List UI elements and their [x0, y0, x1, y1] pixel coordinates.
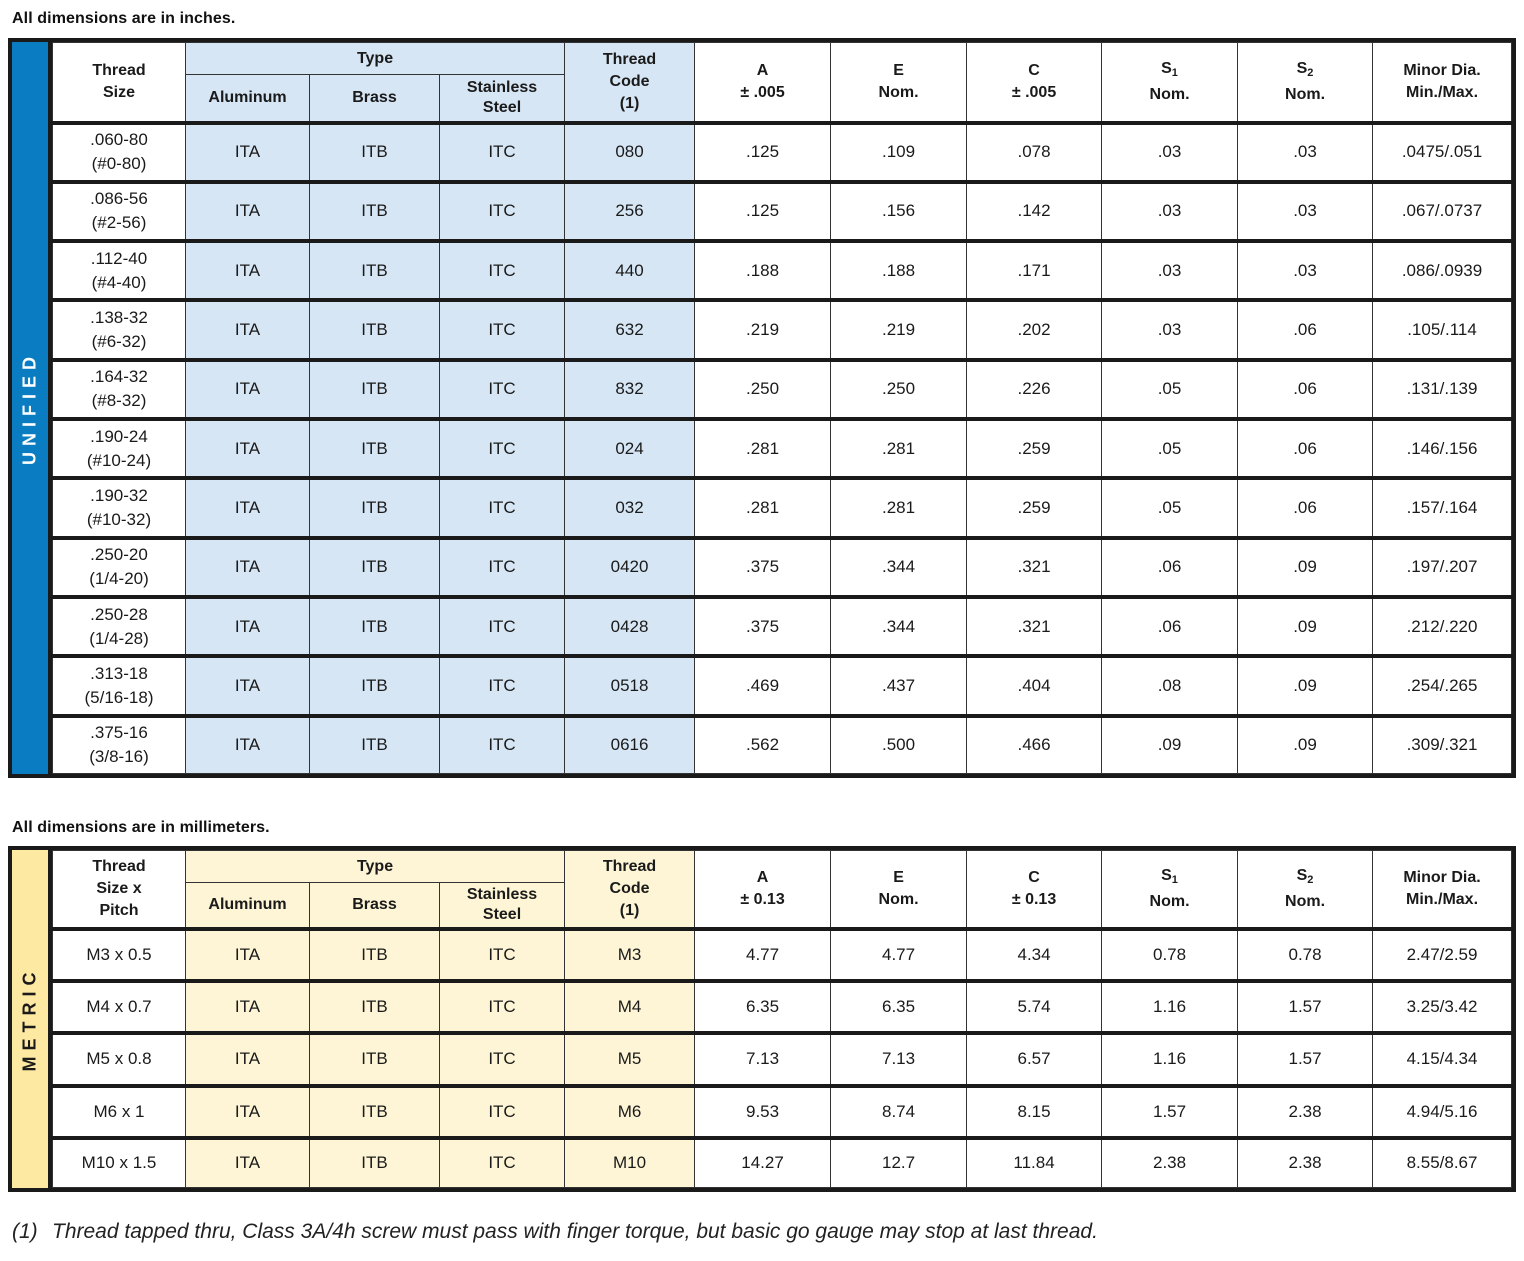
table-row	[53, 419, 1512, 478]
cell-e: .437	[831, 656, 967, 715]
cell-aluminum: ITA	[186, 981, 310, 1033]
header-row	[53, 851, 1512, 883]
cell-s2: 2.38	[1238, 1138, 1373, 1188]
cell-aluminum: ITA	[186, 1086, 310, 1138]
cell-s2: .09	[1238, 597, 1373, 656]
cell-thread-code: 632	[565, 300, 695, 359]
cell-thread-size	[53, 123, 186, 182]
cell-brass: ITB	[310, 1138, 440, 1188]
inches-caption: All dimensions are in inches.	[12, 10, 236, 27]
header-brass: Brass	[310, 75, 440, 123]
cell-minor-dia: .067/.0737	[1373, 182, 1512, 241]
footnote	[12, 1220, 1098, 1244]
header-line: Nom.	[1149, 892, 1190, 910]
cell-stainless: ITC	[440, 1086, 565, 1138]
header-subscript: 2	[1307, 873, 1314, 886]
header-line: (3/8-16)	[89, 747, 149, 767]
cell-stainless: ITC	[440, 1138, 565, 1188]
cell-brass: ITB	[310, 300, 440, 359]
cell-thread-code: M5	[565, 1033, 695, 1085]
cell-s1: .08	[1102, 656, 1238, 715]
cell-a: .469	[695, 656, 831, 715]
cell-minor-dia: .0475/.051	[1373, 123, 1512, 182]
cell-thread-code: 0616	[565, 716, 695, 774]
cell-brass: ITB	[310, 929, 440, 981]
unified-section	[8, 38, 1516, 778]
header-letter: S	[1161, 866, 1172, 884]
header-line: C	[1028, 61, 1040, 79]
table-row	[53, 123, 1512, 182]
cell-minor-dia: .254/.265	[1373, 656, 1512, 715]
header-line: (5/16-18)	[84, 688, 154, 708]
header-line: E	[893, 61, 904, 79]
cell-minor-dia: .146/.156	[1373, 419, 1512, 478]
cell-thread-size	[53, 716, 186, 774]
cell-thread-code: 0518	[565, 656, 695, 715]
cell-e: .281	[831, 478, 967, 537]
cell-s1: .05	[1102, 478, 1238, 537]
cell-stainless: ITC	[440, 478, 565, 537]
header-line: Stainless	[466, 78, 538, 96]
cell-a: 7.13	[695, 1033, 831, 1085]
cell-c: .259	[967, 478, 1102, 537]
cell-a: 14.27	[695, 1138, 831, 1188]
cell-brass: ITB	[310, 656, 440, 715]
cell-brass: ITB	[310, 538, 440, 597]
header-row	[53, 43, 1512, 75]
header-line: .060-80	[90, 130, 148, 150]
cell-s2: .03	[1238, 123, 1373, 182]
cell-c: .078	[967, 123, 1102, 182]
header-s1	[1102, 43, 1238, 123]
footnote-number: (1)	[12, 1220, 38, 1243]
header-line: Min./Max.	[1406, 83, 1479, 101]
header-line: Code	[609, 879, 650, 897]
unified-sidebar	[12, 42, 48, 774]
cell-thread-size: M10 x 1.5	[53, 1138, 186, 1188]
header-line: ± 0.13	[1011, 890, 1057, 908]
header-subscript: 2	[1307, 66, 1314, 79]
cell-thread-size: M4 x 0.7	[53, 981, 186, 1033]
cell-thread-code: 080	[565, 123, 695, 182]
cell-thread-code: 0420	[565, 538, 695, 597]
cell-aluminum: ITA	[186, 716, 310, 774]
cell-brass: ITB	[310, 123, 440, 182]
header-line: (#10-32)	[86, 510, 152, 530]
cell-aluminum: ITA	[186, 538, 310, 597]
header-minor-dia	[1373, 43, 1512, 123]
metric-section	[8, 846, 1516, 1192]
cell-a: 6.35	[695, 981, 831, 1033]
header-s1	[1102, 851, 1238, 929]
cell-thread-size: M6 x 1	[53, 1086, 186, 1138]
cell-thread-code: M3	[565, 929, 695, 981]
cell-e: 8.74	[831, 1086, 967, 1138]
cell-aluminum: ITA	[186, 478, 310, 537]
header-line: .190-32	[90, 486, 148, 506]
header-e	[831, 851, 967, 929]
cell-s1: 0.78	[1102, 929, 1238, 981]
table-row	[53, 597, 1512, 656]
header-thread-size	[53, 851, 186, 929]
cell-s1: 2.38	[1102, 1138, 1238, 1188]
cell-s1: .09	[1102, 716, 1238, 774]
cell-minor-dia: .197/.207	[1373, 538, 1512, 597]
metric-sidebar	[12, 850, 48, 1188]
metric-table	[52, 850, 1512, 1188]
cell-s1: .06	[1102, 597, 1238, 656]
cell-thread-size	[53, 656, 186, 715]
cell-stainless: ITC	[440, 360, 565, 419]
header-line: .086-56	[90, 189, 148, 209]
cell-a: 9.53	[695, 1086, 831, 1138]
cell-brass: ITB	[310, 419, 440, 478]
cell-a: .188	[695, 241, 831, 300]
cell-brass: ITB	[310, 182, 440, 241]
cell-c: .226	[967, 360, 1102, 419]
cell-stainless: ITC	[440, 656, 565, 715]
header-line: Min./Max.	[1406, 890, 1479, 908]
table-row	[53, 360, 1512, 419]
header-line: Steel	[482, 905, 522, 923]
cell-brass: ITB	[310, 716, 440, 774]
header-line: (#0-80)	[91, 154, 147, 174]
header-line: (1)	[619, 901, 640, 919]
table-row	[53, 300, 1512, 359]
header-line: .190-24	[90, 426, 148, 446]
cell-c: .202	[967, 300, 1102, 359]
header-subscript: 1	[1171, 873, 1178, 886]
cell-e: .219	[831, 300, 967, 359]
cell-stainless: ITC	[440, 1033, 565, 1085]
cell-s1: 1.16	[1102, 1033, 1238, 1085]
cell-s1: 1.16	[1102, 981, 1238, 1033]
header-type: Type	[186, 43, 565, 75]
cell-thread-code: 440	[565, 241, 695, 300]
cell-minor-dia: .212/.220	[1373, 597, 1512, 656]
cell-brass: ITB	[310, 478, 440, 537]
cell-thread-size	[53, 597, 186, 656]
cell-minor-dia: .131/.139	[1373, 360, 1512, 419]
table-row	[53, 716, 1512, 774]
cell-c: .404	[967, 656, 1102, 715]
header-line: (#8-32)	[91, 391, 147, 411]
metric-table-wrap	[52, 850, 1512, 1188]
header-line: Size x	[96, 879, 142, 897]
cell-s1: .03	[1102, 300, 1238, 359]
cell-a: .562	[695, 716, 831, 774]
cell-c: 6.57	[967, 1033, 1102, 1085]
cell-s1: .05	[1102, 360, 1238, 419]
cell-c: 5.74	[967, 981, 1102, 1033]
cell-a: .125	[695, 123, 831, 182]
header-aluminum: Aluminum	[186, 883, 310, 929]
cell-stainless: ITC	[440, 597, 565, 656]
cell-c: .171	[967, 241, 1102, 300]
cell-e: .156	[831, 182, 967, 241]
header-line: Code	[609, 72, 650, 90]
cell-s2: .03	[1238, 182, 1373, 241]
table-row	[53, 538, 1512, 597]
cell-aluminum: ITA	[186, 241, 310, 300]
cell-aluminum: ITA	[186, 182, 310, 241]
cell-aluminum: ITA	[186, 597, 310, 656]
header-line: Stainless	[466, 885, 538, 903]
cell-thread-code: 024	[565, 419, 695, 478]
cell-thread-size: M5 x 0.8	[53, 1033, 186, 1085]
table-row	[53, 1138, 1512, 1188]
cell-thread-size	[53, 360, 186, 419]
cell-brass: ITB	[310, 360, 440, 419]
header-line: Nom.	[1285, 85, 1326, 103]
header-line: (#10-24)	[86, 450, 152, 470]
header-type: Type	[186, 851, 565, 883]
cell-s2: 2.38	[1238, 1086, 1373, 1138]
header-minor-dia	[1373, 851, 1512, 929]
table-row	[53, 182, 1512, 241]
cell-s1: .03	[1102, 241, 1238, 300]
header-line: Minor Dia.	[1403, 61, 1481, 79]
cell-e: .500	[831, 716, 967, 774]
cell-thread-code: 832	[565, 360, 695, 419]
cell-c: .321	[967, 538, 1102, 597]
cell-minor-dia: 3.25/3.42	[1373, 981, 1512, 1033]
header-line: Nom.	[878, 890, 919, 908]
cell-e: 12.7	[831, 1138, 967, 1188]
header-letter: S	[1161, 59, 1172, 77]
cell-thread-size	[53, 419, 186, 478]
header-line: (#6-32)	[91, 332, 147, 352]
cell-stainless: ITC	[440, 123, 565, 182]
cell-e: .344	[831, 597, 967, 656]
cell-c: 8.15	[967, 1086, 1102, 1138]
header-line: ± 0.13	[740, 890, 785, 908]
header-line: A	[756, 868, 769, 886]
header-line: Thread	[602, 857, 657, 875]
cell-s2: 1.57	[1238, 1033, 1373, 1085]
millimeters-caption: All dimensions are in millimeters.	[12, 819, 270, 836]
cell-aluminum: ITA	[186, 929, 310, 981]
unified-table	[52, 42, 1512, 774]
cell-thread-code: 256	[565, 182, 695, 241]
cell-s1: .06	[1102, 538, 1238, 597]
table-row	[53, 981, 1512, 1033]
cell-aluminum: ITA	[186, 1138, 310, 1188]
cell-s2: .06	[1238, 360, 1373, 419]
cell-aluminum: ITA	[186, 360, 310, 419]
header-line: Steel	[482, 98, 522, 116]
header-line: Minor Dia.	[1403, 868, 1481, 886]
cell-stainless: ITC	[440, 929, 565, 981]
cell-minor-dia: .157/.164	[1373, 478, 1512, 537]
header-brass: Brass	[310, 883, 440, 929]
table-row	[53, 656, 1512, 715]
cell-thread-code: M10	[565, 1138, 695, 1188]
header-line: .250-28	[90, 604, 148, 624]
cell-aluminum: ITA	[186, 656, 310, 715]
cell-aluminum: ITA	[186, 1033, 310, 1085]
cell-s2: .06	[1238, 300, 1373, 359]
cell-minor-dia: .086/.0939	[1373, 241, 1512, 300]
cell-thread-size	[53, 300, 186, 359]
cell-e: 4.77	[831, 929, 967, 981]
cell-thread-size	[53, 538, 186, 597]
header-a	[695, 43, 831, 123]
footnote-text: Thread tapped thru, Class 3A/4h screw must pass with finger torque, but basic go gauge may stop at last thread.	[52, 1220, 1098, 1243]
header-s2	[1238, 851, 1373, 929]
cell-thread-code: 0428	[565, 597, 695, 656]
header-c	[967, 43, 1102, 123]
unified-side-label: UNIFIED	[19, 351, 40, 465]
table-row	[53, 1086, 1512, 1138]
header-s2	[1238, 43, 1373, 123]
cell-thread-size	[53, 241, 186, 300]
header-line: (#4-40)	[91, 272, 147, 292]
header-stainless-steel	[440, 75, 565, 123]
header-line: Nom.	[878, 83, 919, 101]
header-line: Nom.	[1149, 85, 1190, 103]
header-line: (1/4-20)	[89, 569, 149, 589]
unified-table-wrap	[52, 42, 1512, 774]
header-line: Pitch	[99, 901, 139, 919]
cell-a: .125	[695, 182, 831, 241]
header-line: .313-18	[90, 664, 148, 684]
header-line: A	[756, 61, 769, 79]
header-thread-size	[53, 43, 186, 123]
cell-a: .281	[695, 478, 831, 537]
header-line: Size	[102, 83, 135, 101]
header-thread-code	[565, 43, 695, 123]
cell-c: 11.84	[967, 1138, 1102, 1188]
header-line: .375-16	[90, 723, 148, 743]
header-line: (#2-56)	[91, 213, 147, 233]
cell-e: .188	[831, 241, 967, 300]
cell-thread-code: 032	[565, 478, 695, 537]
table-row	[53, 478, 1512, 537]
cell-a: .219	[695, 300, 831, 359]
header-line: (1/4-28)	[89, 628, 149, 648]
header-line: .138-32	[90, 308, 148, 328]
header-aluminum: Aluminum	[186, 75, 310, 123]
header-line: Thread	[602, 50, 657, 68]
cell-e: .281	[831, 419, 967, 478]
cell-s2: .09	[1238, 716, 1373, 774]
header-a	[695, 851, 831, 929]
table-row	[53, 929, 1512, 981]
header-letter: S	[1296, 59, 1308, 77]
cell-minor-dia: .309/.321	[1373, 716, 1512, 774]
header-line: Nom.	[1285, 892, 1326, 910]
cell-a: .375	[695, 538, 831, 597]
metric-side-label: METRIC	[19, 966, 40, 1072]
header-e	[831, 43, 967, 123]
cell-thread-code: M6	[565, 1086, 695, 1138]
cell-e: .250	[831, 360, 967, 419]
cell-stainless: ITC	[440, 538, 565, 597]
header-line: (1)	[619, 94, 640, 112]
header-line: .250-20	[90, 545, 148, 565]
cell-minor-dia: 4.15/4.34	[1373, 1033, 1512, 1085]
cell-minor-dia: 4.94/5.16	[1373, 1086, 1512, 1138]
cell-brass: ITB	[310, 597, 440, 656]
cell-s2: .03	[1238, 241, 1373, 300]
cell-s2: .06	[1238, 419, 1373, 478]
cell-brass: ITB	[310, 1086, 440, 1138]
cell-stainless: ITC	[440, 300, 565, 359]
header-stainless-steel	[440, 883, 565, 929]
cell-s1: .03	[1102, 182, 1238, 241]
header-c	[967, 851, 1102, 929]
header-line: .164-32	[90, 367, 148, 387]
cell-s1: 1.57	[1102, 1086, 1238, 1138]
header-line: .112-40	[90, 248, 148, 268]
cell-c: .259	[967, 419, 1102, 478]
cell-e: 7.13	[831, 1033, 967, 1085]
header-subscript: 1	[1171, 66, 1178, 79]
cell-stainless: ITC	[440, 241, 565, 300]
cell-e: 6.35	[831, 981, 967, 1033]
cell-brass: ITB	[310, 981, 440, 1033]
cell-stainless: ITC	[440, 419, 565, 478]
cell-a: .250	[695, 360, 831, 419]
cell-c: 4.34	[967, 929, 1102, 981]
cell-thread-size	[53, 182, 186, 241]
header-line: ± .005	[1011, 83, 1057, 101]
header-thread-code	[565, 851, 695, 929]
cell-c: .321	[967, 597, 1102, 656]
cell-minor-dia: 2.47/2.59	[1373, 929, 1512, 981]
cell-aluminum: ITA	[186, 419, 310, 478]
cell-brass: ITB	[310, 1033, 440, 1085]
cell-aluminum: ITA	[186, 123, 310, 182]
cell-a: .375	[695, 597, 831, 656]
cell-s2: 1.57	[1238, 981, 1373, 1033]
header-line: ± .005	[740, 83, 785, 101]
cell-e: .109	[831, 123, 967, 182]
header-line: E	[893, 868, 904, 886]
cell-e: .344	[831, 538, 967, 597]
cell-s2: 0.78	[1238, 929, 1373, 981]
cell-a: .281	[695, 419, 831, 478]
table-row	[53, 241, 1512, 300]
header-line: C	[1028, 868, 1040, 886]
cell-thread-size: M3 x 0.5	[53, 929, 186, 981]
cell-aluminum: ITA	[186, 300, 310, 359]
header-line: Thread	[92, 61, 146, 79]
cell-s1: .03	[1102, 123, 1238, 182]
cell-a: 4.77	[695, 929, 831, 981]
cell-c: .466	[967, 716, 1102, 774]
cell-thread-code: M4	[565, 981, 695, 1033]
cell-s2: .09	[1238, 656, 1373, 715]
cell-stainless: ITC	[440, 716, 565, 774]
cell-c: .142	[967, 182, 1102, 241]
cell-s2: .06	[1238, 478, 1373, 537]
cell-thread-size	[53, 478, 186, 537]
cell-s2: .09	[1238, 538, 1373, 597]
cell-s1: .05	[1102, 419, 1238, 478]
cell-stainless: ITC	[440, 981, 565, 1033]
header-letter: S	[1296, 866, 1308, 884]
cell-brass: ITB	[310, 241, 440, 300]
cell-minor-dia: .105/.114	[1373, 300, 1512, 359]
cell-minor-dia: 8.55/8.67	[1373, 1138, 1512, 1188]
table-row	[53, 1033, 1512, 1085]
cell-stainless: ITC	[440, 182, 565, 241]
header-line: Thread	[92, 857, 146, 875]
